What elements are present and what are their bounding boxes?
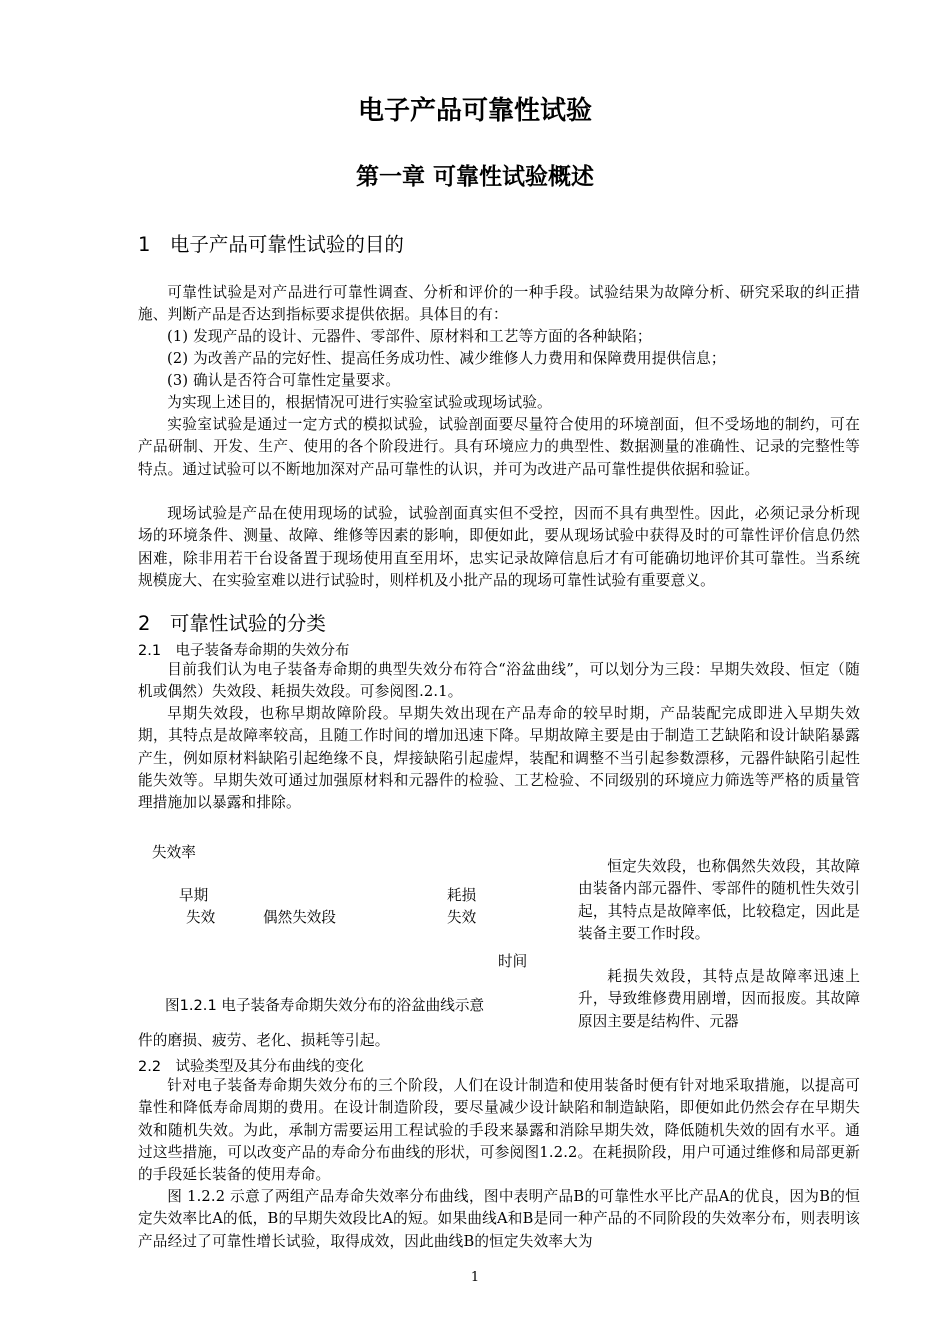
figure-wear-label-1: 耗损 <box>447 887 477 904</box>
section-1-paragraph-3: 实验室试验是通过一定方式的模拟试验，试验剖面要尽量符合使用的环境剖面，但不受场地的制约，可在产品研制、开发、生产、使用的各个阶段进行。具有环境应力的典型性、数据测量的准确性、记录的完整性等特点。通过试验可以不断地加深对产品可靠性的认识，并可为改进产品可靠性提供依据和验证。 <box>138 416 860 478</box>
figure-ylabel: 失效率 <box>152 844 196 861</box>
side-paragraph-1: 恒定失效段，也称偶然失效段，其故障由装备内部元器件、零部件的随机性失效引起，其特点是故障率低，比较稳定，因此是装备主要工作时段。 <box>578 858 860 942</box>
document-title: 电子产品可靠性试验 <box>357 96 592 126</box>
section-1-paragraph-1: 可靠性试验是对产品进行可靠性调查、分析和评价的一种手段。试验结果为故障分析、研究采取的纠正措施、判断产品是否达到指标要求提供依据。具体目的有： <box>138 284 860 324</box>
figure-xlabel: 时间 <box>498 953 528 970</box>
chapter-heading: 第一章 可靠性试验概述 <box>355 164 594 190</box>
list-item-2: (2) 为改善产品的完好性、提高任务成功性、减少维修人力费用和保障费用提供信息； <box>167 350 726 367</box>
subsection-2-2-paragraph-2: 图 1.2.2 示意了两组产品寿命失效率分布曲线，图中表明产品B的可靠性水平比产品A的优良，因为B的恒定失效率比A的低，B的早期失效段比A的短。如果曲线A和B是同一种产品的不同阶段的失效率分布，则表明该产品经过了可靠性增长试验，取得成效，因此曲线B的恒定失效率大为 <box>138 1188 860 1250</box>
figure-random-label: 偶然失效段 <box>263 909 336 926</box>
list-item-3: (3) 确认是否符合可靠性定量要求。 <box>167 372 401 389</box>
section-1-paragraph-2: 为实现上述目的，根据情况可进行实验室试验或现场试验。 <box>167 394 552 411</box>
figure-early-label-2: 失效 <box>186 909 216 926</box>
subsection-2-2-heading: 2.2 试验类型及其分布曲线的变化 <box>138 1059 365 1075</box>
figure-caption: 图1.2.1 电子装备寿命期失效分布的浴盆曲线示意 <box>165 997 485 1014</box>
subsection-2-2-paragraph-1: 针对电子装备寿命期失效分布的三个阶段，人们在设计制造和使用装备时便有针对地采取措施，以提高可靠性和降低寿命周期的费用。在设计制造阶段，要尽量减少设计缺陷和制造缺陷，即便如此仍然会存在早期失效和随机失效。为此，承制方需要运用工程试验的手段来暴露和消除早期失效，降低随机失效的固有水平。通过这些措施，可以改变产品的寿命分布曲线的形状，可参阅图1.2.2。在耗损阶段，用户可通过维修和局部更新的手段延长装备的使用寿命。 <box>138 1077 860 1184</box>
list-item-1: (1) 发现产品的设计、元器件、零部件、原材料和工艺等方面的各种缺陷； <box>167 328 652 345</box>
section-2-heading: 2 可靠性试验的分类 <box>138 612 326 635</box>
figure-early-label-1: 早期 <box>179 887 209 904</box>
section-1-heading: 1 电子产品可靠性试验的目的 <box>138 233 404 256</box>
subsection-2-1-paragraph-2: 早期失效段，也称早期故障阶段。早期失效出现在产品寿命的较早时期，产品装配完成即进入早期失效期，其特点是故障率较高，且随工作时间的增加迅速下降。早期故障主要是由于制造工艺缺陷和设计缺陷暴露产生，例如原材料缺陷引起绝缘不良，焊接缺陷引起虚焊，装配和调整不当引起参数漂移，元器件缺陷引起性能失效等。早期失效可通过加强原材料和元器件的检验、工艺检验、不同级别的环境应力筛选等严格的质量管理措施加以暴露和排除。 <box>138 705 860 812</box>
subsection-2-1-paragraph-1: 目前我们认为电子装备寿命期的典型失效分布符合“浴盆曲线”，可以划分为三段：早期失效段、恒定（随机或偶然）失效段、耗损失效段。可参阅图.2.1。 <box>138 661 860 701</box>
side-paragraph-2: 耗损失效段，其特点是故障率迅速上升，导致维修费用剧增，因而报废。其故障原因主要是结构件、元器 <box>578 968 860 1030</box>
paragraph-continuation: 件的磨损、疲劳、老化、损耗等引起。 <box>138 1032 390 1049</box>
section-1-paragraph-4: 现场试验是产品在使用现场的试验，试验剖面真实但不受控，因而不具有典型性。因此，必须记录分析现场的环境条件、测量、故障、维修等因素的影响，即便如此，要从现场试验中获得及时的可靠性评价信息仍然困难，除非用若干台设备置于现场使用直至用坏，忠实记录故障信息后才有可能确切地评价其可靠性。当系统规模庞大、在实验室难以进行试验时，则样机及小批产品的现场可靠性试验有重要意义。 <box>138 505 860 589</box>
figure-wear-label-2: 失效 <box>447 909 477 926</box>
subsection-2-1-heading: 2.1 电子装备寿命期的失效分布 <box>138 643 350 659</box>
page-number: 1 <box>470 1270 480 1285</box>
